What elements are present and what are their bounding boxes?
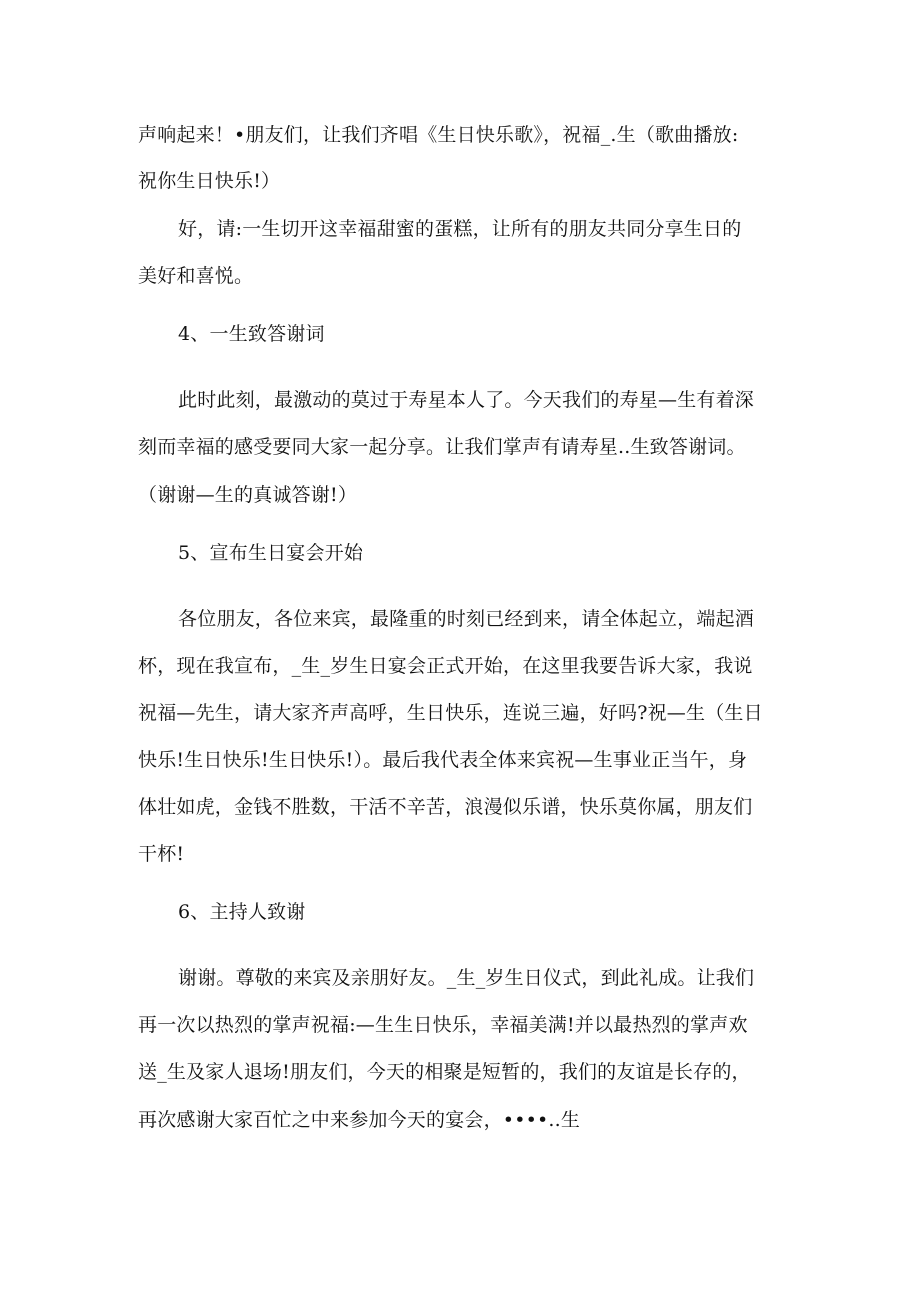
paragraph-line: 祝你生日快乐!）: [138, 170, 281, 192]
paragraph-line: （谢谢—生的真诚答谢!）: [138, 484, 358, 506]
section-heading: 6、主持人致谢: [178, 901, 306, 923]
section-heading: 5、宣布生日宴会开始: [178, 542, 364, 564]
paragraph-line: 谢谢。尊敬的来宾及亲朋好友。_生_岁生日仪式，到此礼成。让我们: [178, 967, 755, 989]
paragraph-line: 刻而幸福的感受要同大家一起分享。让我们掌声有请寿星..生致答谢词。: [138, 436, 746, 458]
paragraph-line: 送_生及家人退场!朋友们，今天的相聚是短暂的，我们的友谊是长存的，: [138, 1061, 751, 1083]
paragraph-line: 美好和喜悦。: [138, 265, 254, 287]
paragraph-line: 声响起来！•朋友们，让我们齐唱《生日快乐歌》，祝福_.生（歌曲播放:: [138, 124, 739, 146]
paragraph-line: 好，请:一生切开这幸福甜蜜的蛋糕，让所有的朋友共同分享生日的: [178, 218, 742, 240]
paragraph-line: 再一次以热烈的掌声祝福:—生生日快乐，幸福美满!并以最热烈的掌声欢: [138, 1014, 748, 1036]
paragraph-line: 杯，现在我宣布，_生_岁生日宴会正式开始，在这里我要告诉大家，我说: [138, 655, 753, 677]
paragraph-line: 此时此刻，最激动的莫过于寿星本人了。今天我们的寿星—生有着深: [178, 389, 755, 411]
paragraph-line: 干杯!: [138, 843, 185, 865]
paragraph-line: 祝福—先生，请大家齐声高呼，生日快乐，连说三遍，好吗?祝—生（生日: [138, 702, 763, 724]
section-heading: 4、一生致答谢词: [178, 323, 325, 345]
paragraph-line: 再次感谢大家百忙之中来参加今天的宴会，••••..生: [138, 1109, 581, 1131]
paragraph-line: 体壮如虎，金钱不胜数，干活不辛苦，浪漫似乐谱，快乐莫你属，朋友们: [138, 796, 753, 818]
paragraph-line: 各位朋友，各位来宾，最隆重的时刻已经到来，请全体起立，端起酒: [178, 608, 755, 630]
paragraph-line: 快乐!生日快乐!生日快乐!）。最后我代表全体来宾祝—生事业正当午，身: [138, 749, 748, 771]
